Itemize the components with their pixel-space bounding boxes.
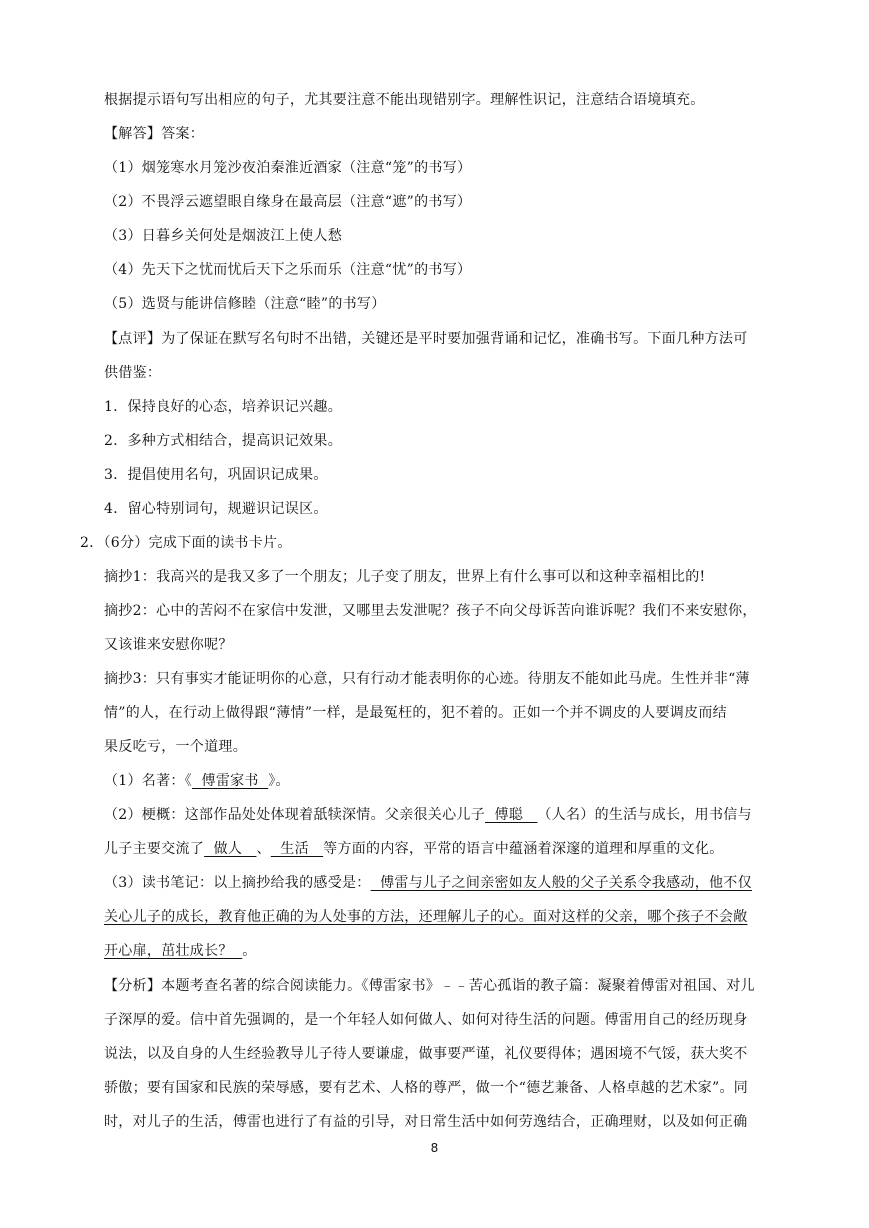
analysis-line: 说法，以及自身的人生经验教导儿子待人要谦虚，做事要严谨，礼仪要得体；遇困境不气馁，获大奖不 [104, 1046, 748, 1062]
excerpt-line: 摘抄1：我高兴的是我又多了一个朋友；儿子变了朋友，世界上有什么事可以和这种幸福相比的! [104, 569, 706, 585]
answer-item: （4）先天下之忧而忧后天下之乐而乐（注意“忧”的书写） [104, 262, 472, 278]
excerpt-line: 果反吃亏，一个道理。 [104, 739, 247, 755]
part-3-prefix: （3）读书笔记：以上摘抄给我的感受是： [104, 875, 371, 891]
answer-item: （3）日暮乡关何处是烟波江上使人愁 [104, 228, 343, 244]
part-2-answer-name: 傅聪 [485, 807, 538, 823]
part-3-line [104, 941, 257, 961]
analysis-line: 子深厚的爱。信中首先强调的，是一个年轻人如何做人、如何对待生活的问题。傅雷用自己的经历现身 [104, 1012, 748, 1028]
part-2-middle: （人名）的生活与成长，用书信与 [537, 807, 752, 823]
part-2-separator: 、 [256, 841, 271, 857]
part-2-line [104, 805, 752, 825]
part-3-answer: 傅雷与儿子之间亲密如友人般的父子关系令我感动，他不仅 [370, 875, 752, 891]
answer-item: （5）选贤与能讲信修睦（注意“睦”的书写） [104, 296, 386, 312]
excerpt-line: 情”的人，在行动上做得跟“薄情”一样，是最冤枉的，犯不着的。正如一个并不调皮的人要调皮而结 [104, 705, 727, 721]
part-1-prefix: （1）名著：《 [104, 773, 193, 789]
part-1-suffix: 》。 [268, 773, 290, 789]
excerpt-line: 摘抄2：心中的苦闷不在家信中发泄，又哪里去发泄呢？孩子不向父母诉苦向谁诉呢？我们不来安慰你， [104, 603, 757, 619]
page-number: 8 [430, 1141, 439, 1155]
part-2-line [104, 839, 724, 859]
intro-text: 根据提示语句写出相应的句子，尤其要注意不能出现错别字。理解性识记，注意结合语境填充。 [104, 92, 705, 108]
excerpt-line: 摘抄3：只有事实才能证明你的心意，只有行动才能表明你的心迹。待朋友不能如此马虎。生性并非“薄 [104, 671, 750, 687]
analysis-line: 【分析】本题考查名著的综合阅读能力。《傅雷家书》﹣﹣苦心孤诣的教子篇：凝聚着傅雷对祖国、对儿 [104, 978, 755, 994]
answer-item: （1）烟笼寒水月笼沙夜泊秦淮近酒家（注意“笼”的书写） [104, 160, 472, 176]
excerpt-line: 又该谁来安慰你呢？ [104, 637, 233, 653]
part-3-answer: 开心扉，茁壮成长？ [104, 943, 243, 959]
part-2-line2-prefix: 儿子主要交流了 [104, 841, 205, 857]
method-item: 2．多种方式相结合，提高识记效果。 [104, 433, 343, 449]
comment-line: 供借鉴： [104, 365, 162, 381]
part-3-suffix: 。 [242, 943, 257, 959]
question-2-title: 2．（6分）完成下面的读书卡片。 [80, 535, 292, 551]
analysis-line: 骄傲；要有国家和民族的荣辱感，要有艺术、人格的尊严，做一个“德艺兼备、人格卓越的艺术家”。同 [104, 1080, 749, 1096]
method-item: 3．提倡使用名句，巩固识记成果。 [104, 467, 328, 483]
part-3-answer: 关心儿子的成长，教育他正确的为人处事的方法，还理解儿子的心。面对这样的父亲，哪个孩子不会敞 [104, 909, 748, 925]
part-2-answer-topic: 生活 [270, 841, 324, 857]
part-3-line [104, 873, 752, 893]
part-1-answer: 傅雷家书 [192, 773, 269, 789]
part-2-prefix: （2）梗概：这部作品处处体现着舐犊深情。父亲很关心儿子 [104, 807, 486, 823]
answer-item: （2）不畏浮云遮望眼自缘身在最高层（注意“遮”的书写） [104, 194, 472, 210]
method-item: 4．留心特别词句，规避识记误区。 [104, 501, 328, 517]
part-2-suffix: 等方面的内容，平常的语言中蕴涵着深邃的道理和厚重的文化。 [323, 841, 724, 857]
part-1-line [104, 771, 290, 791]
method-item: 1．保持良好的心态，培养识记兴趣。 [104, 399, 343, 415]
answer-label: 【解答】答案： [104, 126, 205, 142]
part-3-line [104, 907, 748, 927]
analysis-line: 时，对儿子的生活，傅雷也进行了有益的引导，对日常生活中如何劳逸结合，正确理财，以及如何正确 [104, 1114, 748, 1130]
comment-line: 【点评】为了保证在默写名句时不出错，关键还是平时要加强背诵和记忆，准确书写。下面几种方法可 [104, 331, 748, 347]
part-2-answer-topic: 做人 [204, 841, 257, 857]
